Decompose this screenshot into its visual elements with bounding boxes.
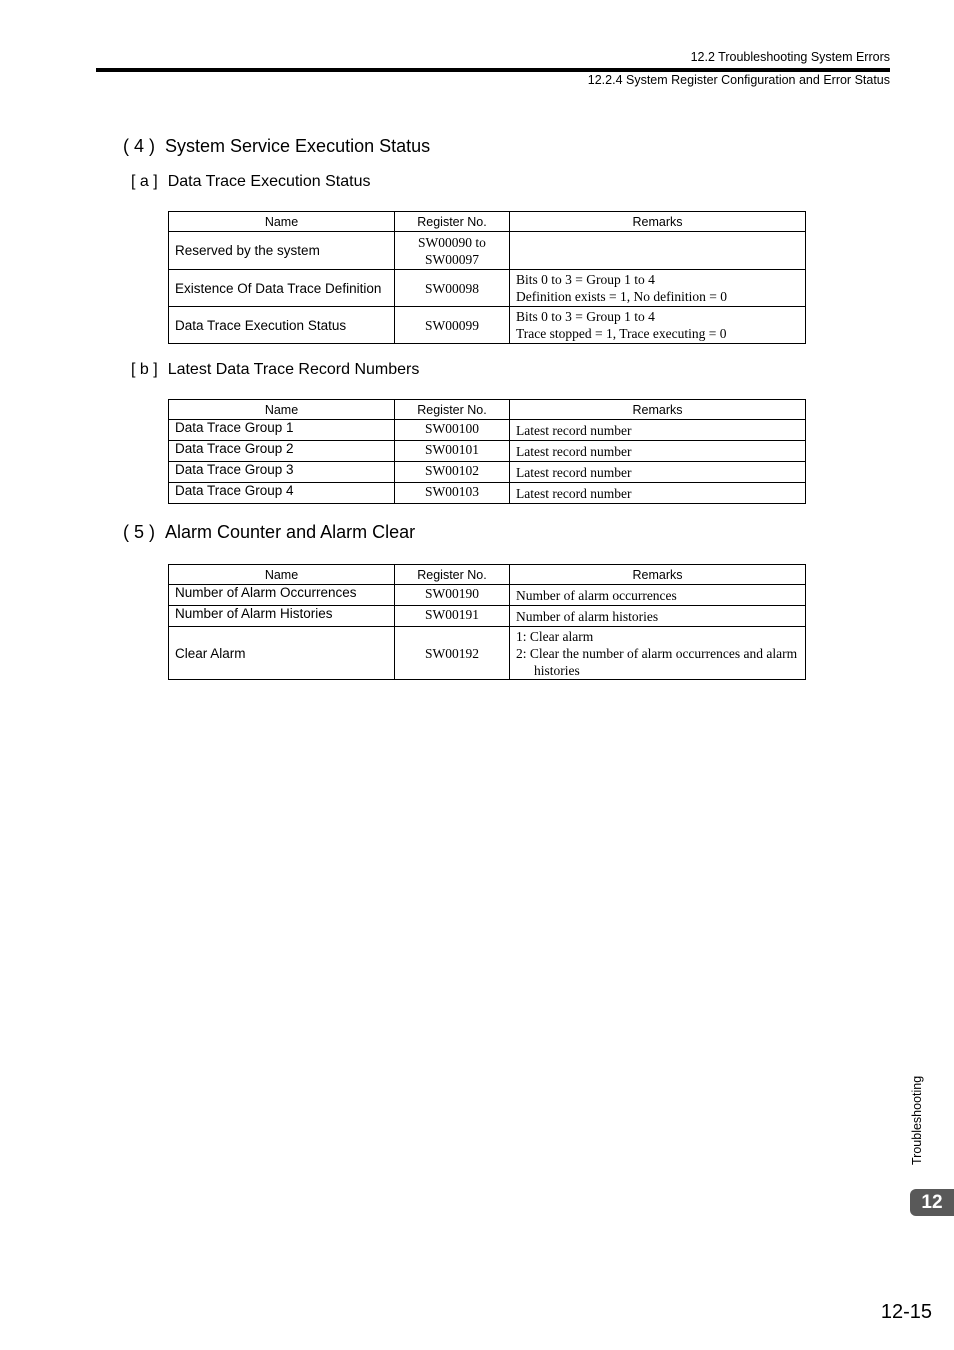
table-row <box>169 462 806 483</box>
side-tab-label: Troubleshooting <box>910 1075 924 1165</box>
row-remarks <box>510 232 806 270</box>
subsection-b-number: [ b ] <box>131 361 158 378</box>
remarks-line: 1: Clear alarm <box>516 628 594 644</box>
row-name: Data Trace Group 1 <box>169 420 395 441</box>
remarks-line: Bits 0 to 3 = Group 1 to 4 <box>516 309 655 324</box>
section-4-heading <box>123 136 430 157</box>
row-register: SW00100 <box>395 420 510 441</box>
table-row <box>169 441 806 462</box>
table-row <box>169 585 806 606</box>
row-register: SW00098 <box>395 270 510 307</box>
subsection-a-title: Data Trace Execution Status <box>167 173 371 190</box>
row-name: Data Trace Group 2 <box>169 441 395 462</box>
remarks-line: Definition exists = 1, No definition = 0 <box>516 289 727 304</box>
row-register: SW00192 <box>395 627 510 680</box>
subsection-b-heading <box>131 361 419 379</box>
chapter-badge: 12 <box>910 1189 954 1216</box>
row-register: SW00103 <box>395 483 510 504</box>
table-row <box>169 307 806 344</box>
remarks-line: Trace stopped = 1, Trace executing = 0 <box>516 326 727 341</box>
row-remarks: Number of alarm histories <box>510 606 806 627</box>
register-line: SW00097 <box>425 251 479 267</box>
row-name: Data Trace Group 3 <box>169 462 395 483</box>
table-row <box>169 232 806 270</box>
section-4-title: System Service Execution Status <box>165 136 431 156</box>
register-line: SW00090 to <box>418 234 486 250</box>
section-4-number: ( 4 ) <box>123 136 156 156</box>
table-row <box>169 420 806 441</box>
column-header-name: Name <box>169 400 395 420</box>
row-remarks: Latest record number <box>510 420 806 441</box>
subsection-a-heading <box>131 173 370 191</box>
page-number: 12-15 <box>880 1301 932 1323</box>
column-header-register: Register No. <box>395 212 510 232</box>
row-remarks <box>510 307 806 344</box>
data-trace-execution-status-table <box>168 211 806 344</box>
row-name: Reserved by the system <box>169 232 395 270</box>
row-register: SW00099 <box>395 307 510 344</box>
subsection-a-number: [ a ] <box>131 173 158 190</box>
row-remarks: Number of alarm occurrences <box>510 585 806 606</box>
section-5-title: Alarm Counter and Alarm Clear <box>165 522 416 542</box>
row-register: SW00101 <box>395 441 510 462</box>
row-name: Number of Alarm Histories <box>169 606 395 627</box>
remarks-line: 2: Clear the number of alarm occurrences and alarm <box>516 645 798 661</box>
row-remarks <box>510 627 806 680</box>
table-header-row <box>169 565 806 585</box>
subsection-b-title: Latest Data Trace Record Numbers <box>167 361 420 378</box>
row-name: Data Trace Group 4 <box>169 483 395 504</box>
table-row <box>169 270 806 307</box>
row-remarks: Latest record number <box>510 441 806 462</box>
row-remarks: Latest record number <box>510 462 806 483</box>
column-header-name: Name <box>169 565 395 585</box>
table-header-row <box>169 400 806 420</box>
header-rule <box>96 68 890 72</box>
table-header-row <box>169 212 806 232</box>
remarks-line: Bits 0 to 3 = Group 1 to 4 <box>516 272 655 287</box>
column-header-register: Register No. <box>395 400 510 420</box>
row-name: Number of Alarm Occurrences <box>169 585 395 606</box>
column-header-remarks: Remarks <box>510 565 806 585</box>
row-register <box>395 232 510 270</box>
section-5-heading <box>123 522 415 543</box>
table-row <box>169 483 806 504</box>
alarm-counter-table <box>168 564 806 680</box>
running-header-subsection: 12.2.4 System Register Configuration and Error Status <box>587 73 890 87</box>
remarks-line: histories <box>534 662 580 678</box>
column-header-remarks: Remarks <box>510 400 806 420</box>
row-name: Clear Alarm <box>169 627 395 680</box>
row-register: SW00102 <box>395 462 510 483</box>
section-5-number: ( 5 ) <box>123 522 156 542</box>
row-remarks <box>510 270 806 307</box>
column-header-name: Name <box>169 212 395 232</box>
table-row <box>169 627 806 680</box>
running-header-section: 12.2 Troubleshooting System Errors <box>690 50 890 64</box>
row-register: SW00190 <box>395 585 510 606</box>
row-name: Data Trace Execution Status <box>169 307 395 344</box>
column-header-register: Register No. <box>395 565 510 585</box>
latest-record-numbers-table <box>168 399 806 504</box>
table-row <box>169 606 806 627</box>
column-header-remarks: Remarks <box>510 212 806 232</box>
row-remarks: Latest record number <box>510 483 806 504</box>
row-register: SW00191 <box>395 606 510 627</box>
row-name: Existence Of Data Trace Definition <box>169 270 395 307</box>
